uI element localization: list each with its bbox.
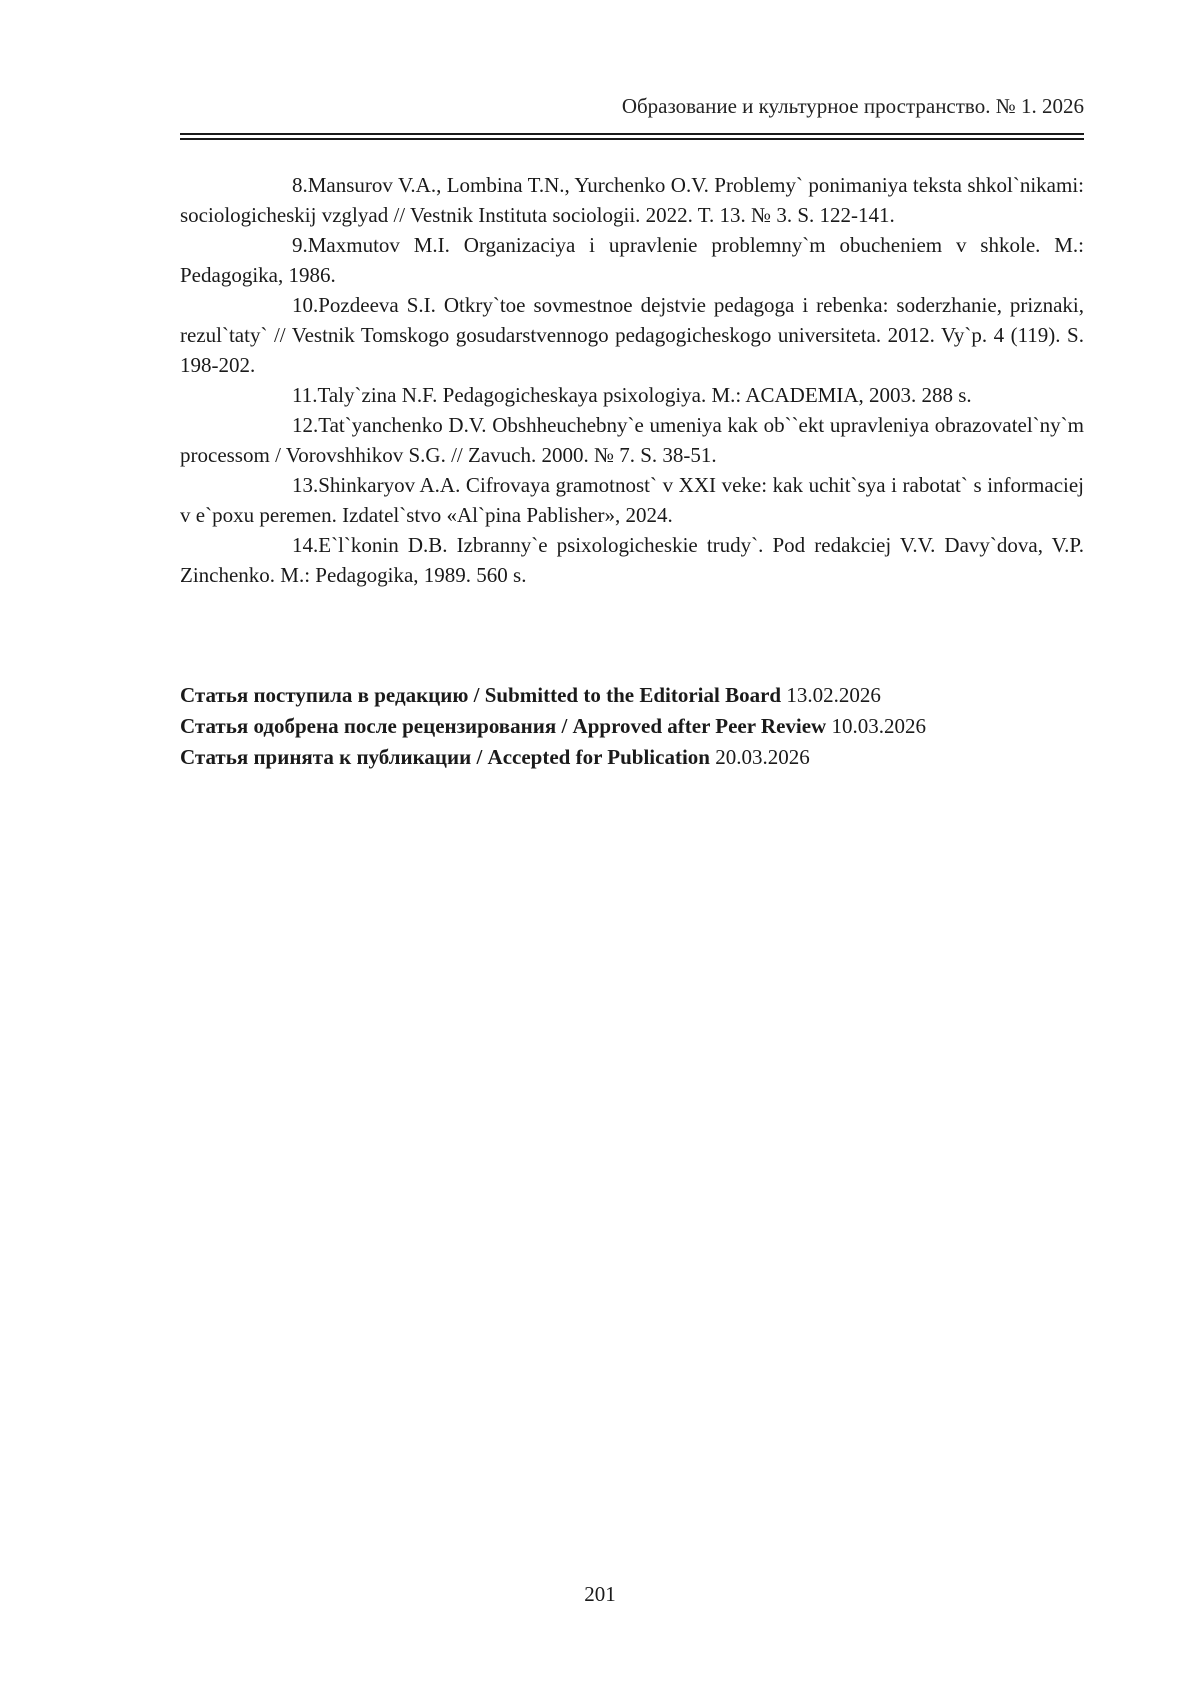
reference-number: 14. — [292, 533, 319, 557]
reference-text: E`l`konin D.B. Izbranny`e psixologicheskie trudy`. Pod redakciej V.V. Davy`dova, V.P. Zinchenko. M.: Pedagogika, 1989. 560 s. — [180, 533, 1084, 587]
reference-text: Tat`yanchenko D.V. Obshheuchebny`e umeniya kak ob``ekt upravleniya obrazovatel`ny`m processom / Vorovshhikov S.G. // Zavuch. 2000. № 7. S. 38-51. — [180, 413, 1084, 467]
reference-number: 10. — [292, 293, 319, 317]
reference-text: Maxmutov M.I. Organizaciya i upravlenie problemny`m obucheniem v shkole. M.: Pedagogika, 1986. — [180, 233, 1084, 287]
reference-number: 12. — [292, 413, 319, 437]
reference-number: 8. — [292, 173, 308, 197]
accepted-date: 20.03.2026 — [715, 745, 810, 769]
submitted-line — [180, 680, 1084, 711]
page-number: 201 — [584, 1582, 616, 1606]
reference-list — [180, 170, 1084, 590]
reference-text: Mansurov V.A., Lombina T.N., Yurchenko O.V. Problemy` ponimaniya teksta shkol`nikami: sociologicheskij vzglyad // Vestnik Instituta sociologii. 2022. T. 13. № 3. S. 122-141. — [180, 173, 1084, 227]
header-rule-bottom — [180, 138, 1084, 140]
reference-number: 9. — [292, 233, 308, 257]
reference-item-11 — [180, 380, 1084, 410]
header-rule-top — [180, 133, 1084, 135]
reference-item-14 — [180, 530, 1084, 590]
reference-item-13 — [180, 470, 1084, 530]
accepted-line — [180, 742, 1084, 773]
approved-line — [180, 711, 1084, 742]
approved-date: 10.03.2026 — [831, 714, 926, 738]
submitted-date: 13.02.2026 — [786, 683, 881, 707]
running-header: Образование и культурное пространство. № 1. 2026 — [621, 94, 1084, 118]
reference-item-8 — [180, 170, 1084, 230]
reference-item-9 — [180, 230, 1084, 290]
reference-text: Shinkaryov A.A. Cifrovaya gramotnost` v XXI veke: kak uchit`sya i rabotat` s informaciej v e`poxu peremen. Izdatel`stvo «Al`pina Pablisher», 2024. — [180, 473, 1084, 527]
reference-text: Pozdeeva S.I. Otkry`toe sovmestnoe dejstvie pedagoga i rebenka: soderzhanie, priznaki, rezul`taty` // Vestnik Tomskogo gosudarstvennogo pedagogicheskogo universiteta. 2012. Vy`p. 4 (119). S. 198-202. — [180, 293, 1084, 377]
reference-item-10 — [180, 290, 1084, 380]
accepted-label: Статья принята к публикации / Accepted for Publication — [180, 745, 710, 769]
reference-number: 13. — [292, 473, 319, 497]
editorial-dates — [180, 680, 1084, 773]
approved-label: Статья одобрена после рецензирования / Approved after Peer Review — [180, 714, 827, 738]
submitted-label: Статья поступила в редакцию / Submitted to the Editorial Board — [180, 683, 782, 707]
reference-text: Taly`zina N.F. Pedagogicheskaya psixologiya. M.: ACADEMIA, 2003. 288 s. — [317, 383, 972, 407]
reference-item-12 — [180, 410, 1084, 470]
reference-number: 11. — [292, 383, 318, 407]
